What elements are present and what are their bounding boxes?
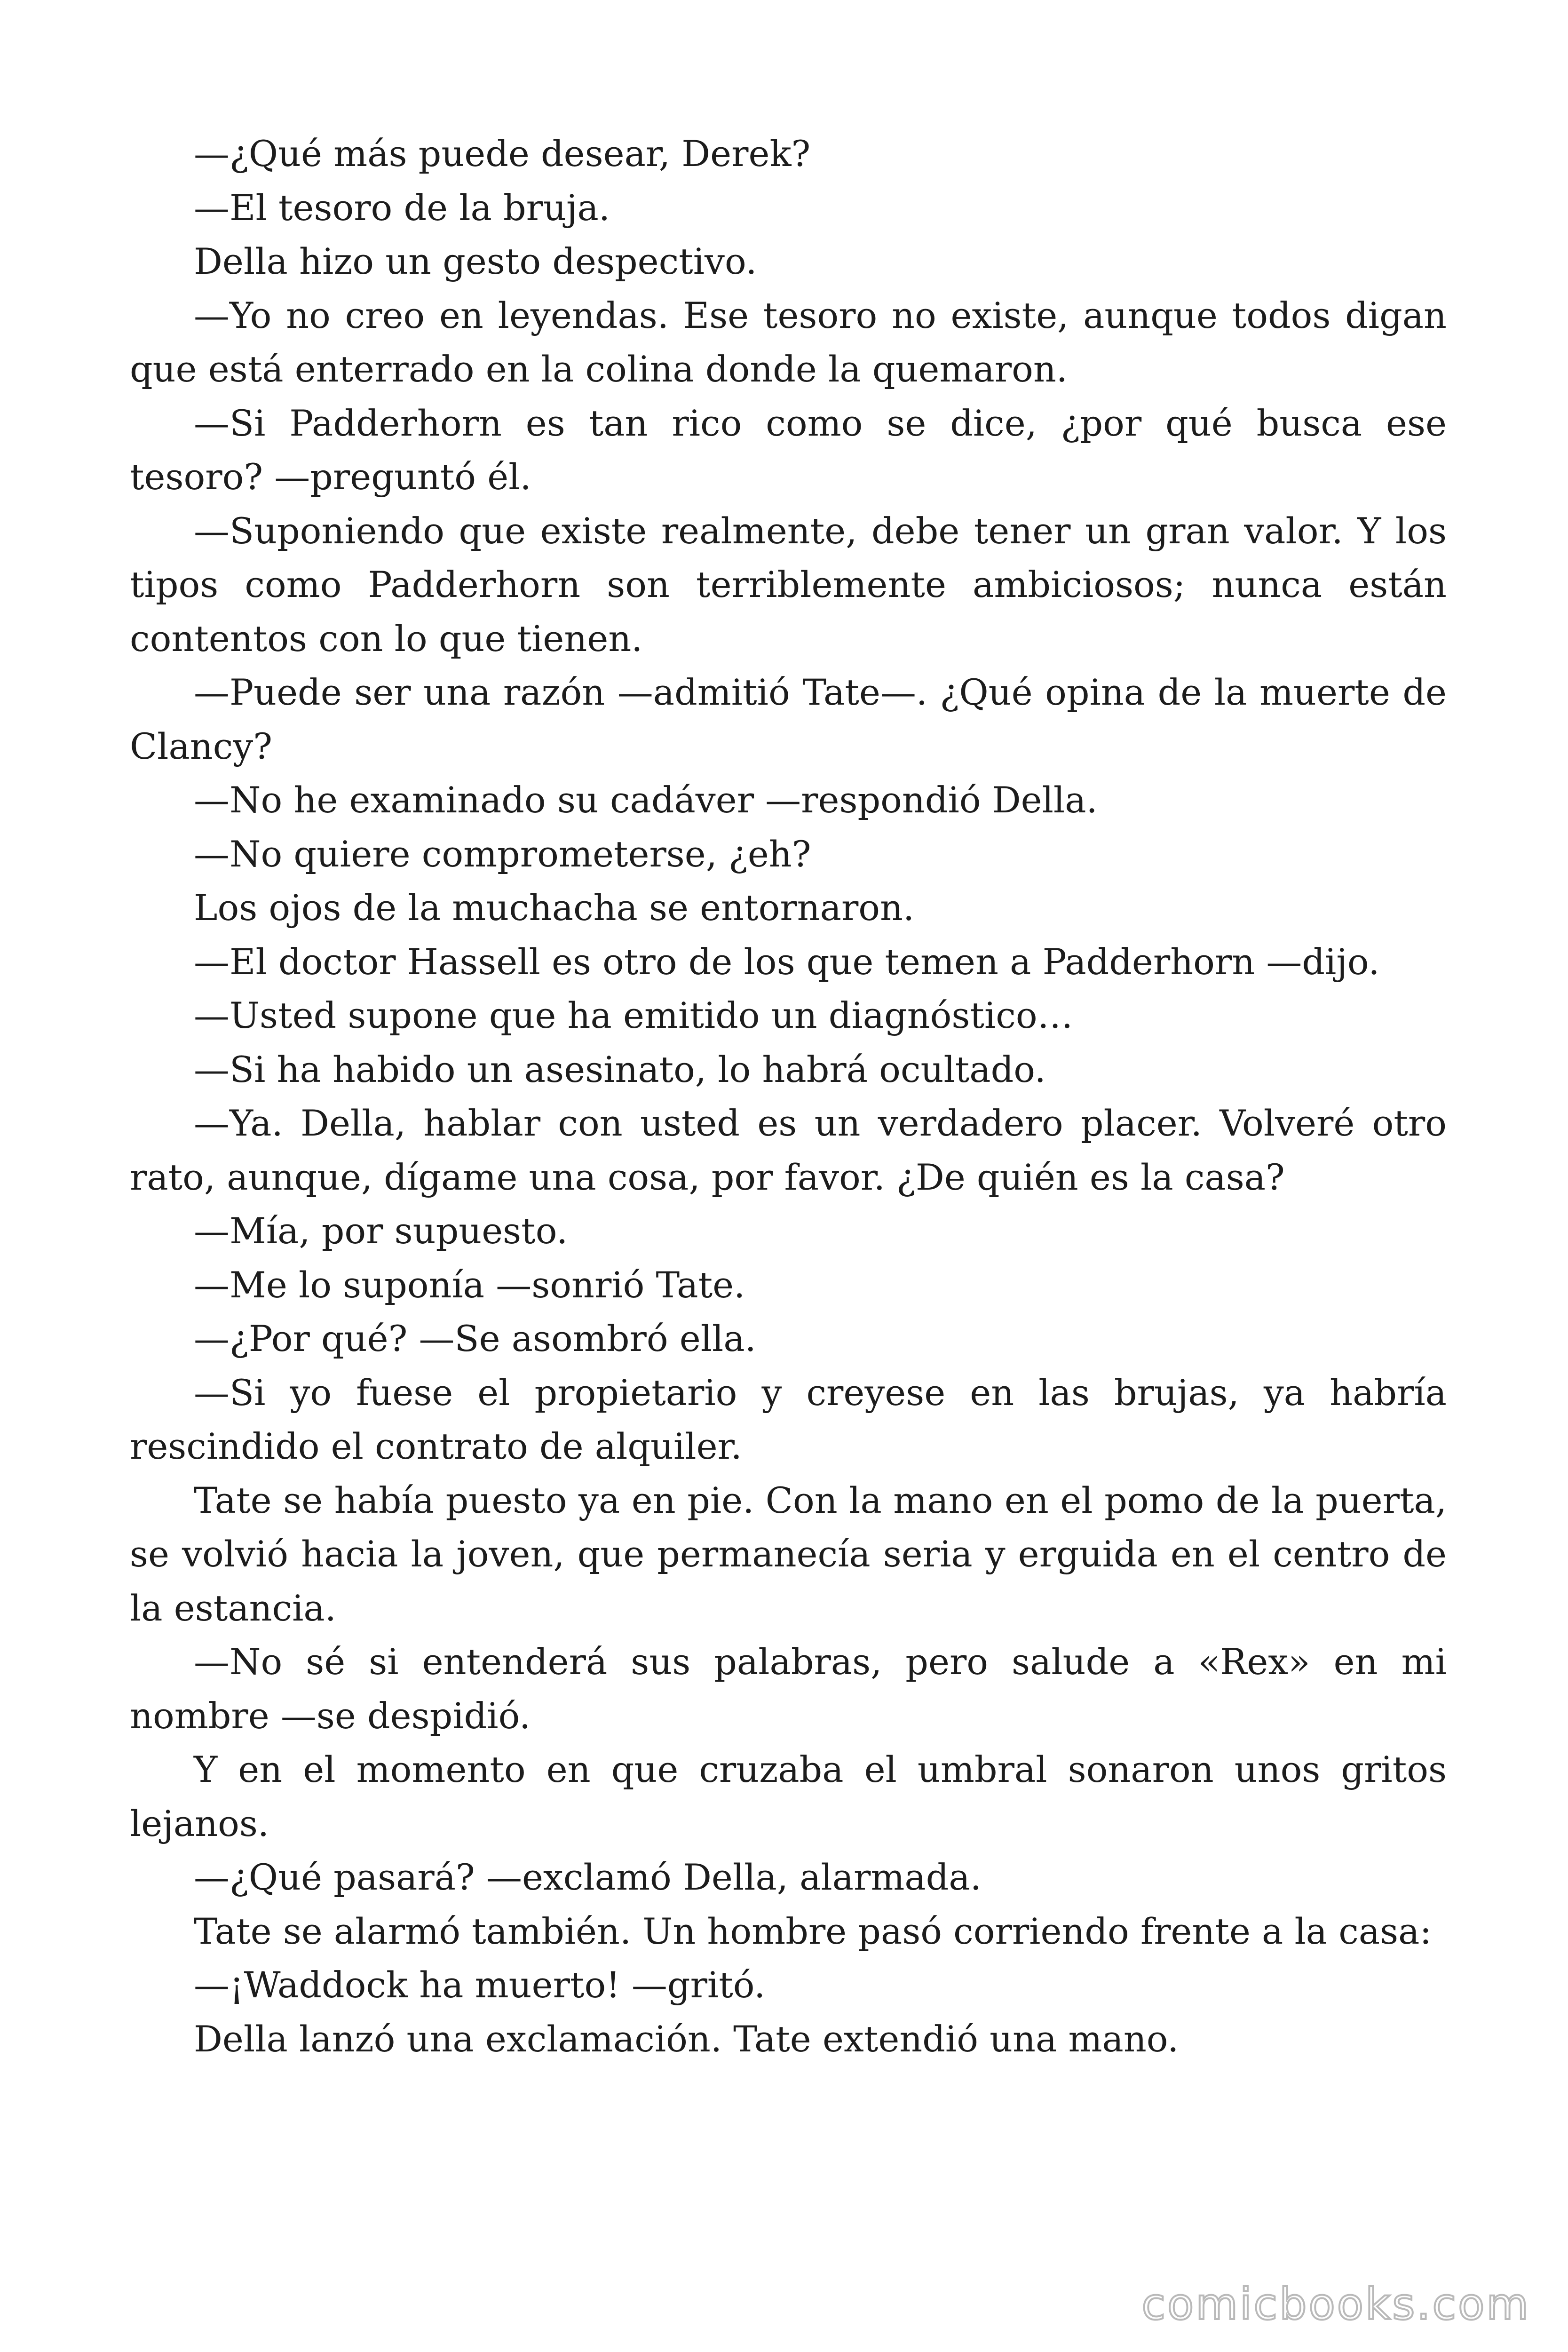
paragraph: —Suponiendo que existe realmente, debe tener un gran valor. Y los tipos como Padderhorn son terriblemente ambiciosos; nunca están contentos con lo que tienen.: [130, 509, 1447, 660]
paragraph: —Mía, por supuesto.: [194, 1210, 568, 1252]
paragraph: —El doctor Hassell es otro de los que temen a Padderhorn —dijo.: [194, 940, 1380, 983]
paragraph: —Me lo suponía —sonrió Tate.: [194, 1263, 745, 1306]
paragraph: —Usted supone que ha emitido un diagnóstico…: [194, 994, 1073, 1036]
paragraph: —Puede ser una razón —admitió Tate—. ¿Qué opina de la muerte de Clancy?: [130, 671, 1447, 767]
paragraph: —¿Por qué? —Se asombró ella.: [194, 1318, 756, 1359]
paragraph: —Yo no creo en leyendas. Ese tesoro no existe, aunque todos digan que está enterrado en la colina donde la quemaron.: [130, 294, 1447, 390]
paragraph: —No sé si entenderá sus palabras, pero salude a «Rex» en mi nombre —se despidió.: [130, 1641, 1447, 1737]
paragraph: —¡Waddock ha muerto! —gritó.: [194, 1964, 766, 2006]
watermark: comicbooks.com: [1141, 2279, 1530, 2329]
paragraph: Y en el momento en que cruzaba el umbral sonaron unos gritos lejanos.: [130, 1748, 1447, 1844]
paragraph: —Si yo fuese el propietario y creyese en las brujas, ya habría rescindido el contrato de alquiler.: [130, 1371, 1447, 1467]
paragraph: Los ojos de la muchacha se entornaron.: [194, 887, 915, 929]
paragraph: Della hizo un gesto despectivo.: [194, 240, 757, 282]
paragraph: Tate se había puesto ya en pie. Con la mano en el pomo de la puerta, se volvió hacia la joven, que permanecía seria y erguida en el centro de la estancia.: [130, 1479, 1447, 1629]
paragraph: Tate se alarmó también. Un hombre pasó corriendo frente a la casa:: [194, 1910, 1432, 1952]
page-text: [130, 127, 1447, 2066]
paragraph: —No he examinado su cadáver —respondió Della.: [194, 779, 1098, 821]
paragraph: —¿Qué más puede desear, Derek?: [194, 133, 811, 175]
paragraph: —Si Padderhorn es tan rico como se dice, ¿por qué busca ese tesoro? —preguntó él.: [130, 402, 1447, 498]
paragraph: —Ya. Della, hablar con usted es un verdadero placer. Volveré otro rato, aunque, dígame una cosa, por favor. ¿De quién es la casa?: [130, 1102, 1447, 1198]
paragraph: —El tesoro de la bruja.: [194, 186, 610, 229]
paragraph: Della lanzó una exclamación. Tate extendió una mano.: [194, 2018, 1179, 2060]
paragraph: —¿Qué pasará? —exclamó Della, alarmada.: [194, 1856, 982, 1898]
paragraph: —No quiere comprometerse, ¿eh?: [194, 833, 811, 875]
paragraph: —Si ha habido un asesinato, lo habrá ocultado.: [194, 1048, 1046, 1090]
